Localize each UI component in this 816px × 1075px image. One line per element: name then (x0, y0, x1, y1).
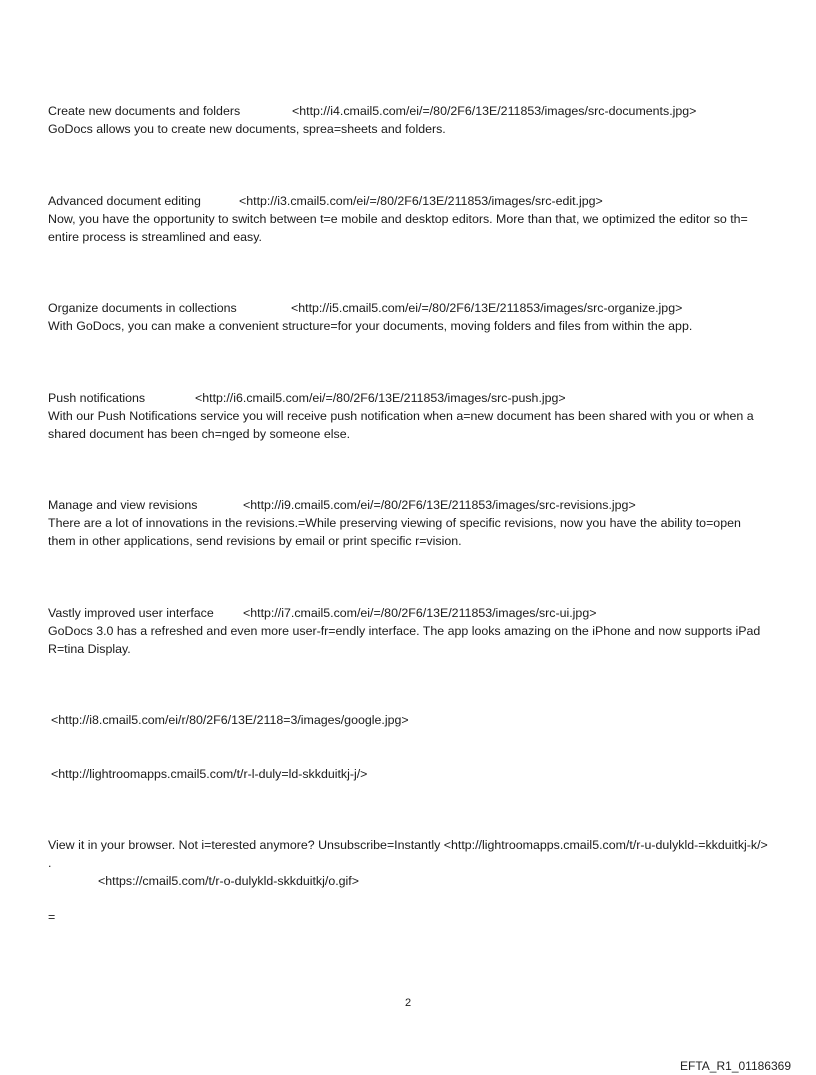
section-push-notifications (48, 389, 768, 443)
image-url: <http://i4.cmail5.com/ei/=/80/2F6/13E/211853/images/src-documents.jpg> (292, 104, 697, 118)
unsubscribe-line[interactable]: View it in your browser. Not i=terested anymore? Unsubscribe=Instantly <http://lightroomapps.cmail5.com/t/r-u-dulykld-=kkduitkj-k/> . (48, 838, 768, 870)
section-title: Vastly improved user interface (48, 606, 214, 620)
section-description: GoDocs allows you to create new documents, sprea=sheets and folders. (48, 122, 446, 136)
page-number: 2 (404, 997, 412, 1009)
section-header (48, 102, 768, 120)
section-header (48, 604, 768, 622)
section-description: With our Push Notifications service you will receive push notification when a=new document has been shared with you or when a shared document has been ch=nged by someone else. (48, 409, 754, 441)
section-header (48, 299, 768, 317)
google-image-link[interactable]: <http://i8.cmail5.com/ei/r/80/2F6/13E/2118=3/images/google.jpg> (51, 713, 409, 727)
section-title: Push notifications (48, 391, 146, 405)
image-url: <http://i9.cmail5.com/ei/=/80/2F6/13E/211853/images/src-revisions.jpg> (243, 498, 636, 512)
section-organize-collections (48, 299, 768, 335)
image-url: <http://i7.cmail5.com/ei/=/80/2F6/13E/211853/images/src-ui.jpg> (243, 606, 597, 620)
section-title: Create new documents and folders (48, 104, 241, 118)
section-header (48, 389, 768, 407)
document-id: EFTA_R1_01186369 (680, 1059, 791, 1073)
section-title: Organize documents in collections (48, 301, 237, 315)
section-advanced-editing (48, 192, 768, 246)
section-description: With GoDocs, you can make a convenient structure=for your documents, moving folders and files from within the app. (48, 319, 693, 333)
section-description: GoDocs 3.0 has a refreshed and even more user-fr=endly interface. The app looks amazing on the iPhone and now supports iPad R=tina Display. (48, 624, 761, 656)
section-title: Manage and view revisions (48, 498, 198, 512)
app-link[interactable]: <http://lightroomapps.cmail5.com/t/r-l-duly=ld-skkduitkj-j/> (51, 767, 368, 781)
section-user-interface (48, 604, 768, 658)
section-title: Advanced document editing (48, 194, 201, 208)
section-header (48, 192, 768, 210)
section-description: Now, you have the opportunity to switch between t=e mobile and desktop editors. More than that, we optimized the editor so th= entire process is streamlined and easy. (48, 212, 748, 244)
section-description: There are a lot of innovations in the revisions.=While preserving viewing of specific revisions, now you have the ability to=open them in other applications, send revisions by email or print specific r=vision. (48, 516, 741, 548)
email-footer (48, 836, 768, 890)
section-header (48, 496, 768, 514)
image-url: <http://i3.cmail5.com/ei/=/80/2F6/13E/211853/images/src-edit.jpg> (239, 194, 603, 208)
image-url: <http://i6.cmail5.com/ei/=/80/2F6/13E/211853/images/src-push.jpg> (195, 391, 566, 405)
section-create-documents (48, 102, 768, 138)
section-revisions (48, 496, 768, 550)
tracking-pixel-url: <https://cmail5.com/t/r-o-dulykld-skkduitkj/o.gif> (98, 874, 359, 888)
image-url: <http://i5.cmail5.com/ei/=/80/2F6/13E/211853/images/src-organize.jpg> (291, 301, 683, 315)
encoding-marker: = (48, 910, 56, 924)
